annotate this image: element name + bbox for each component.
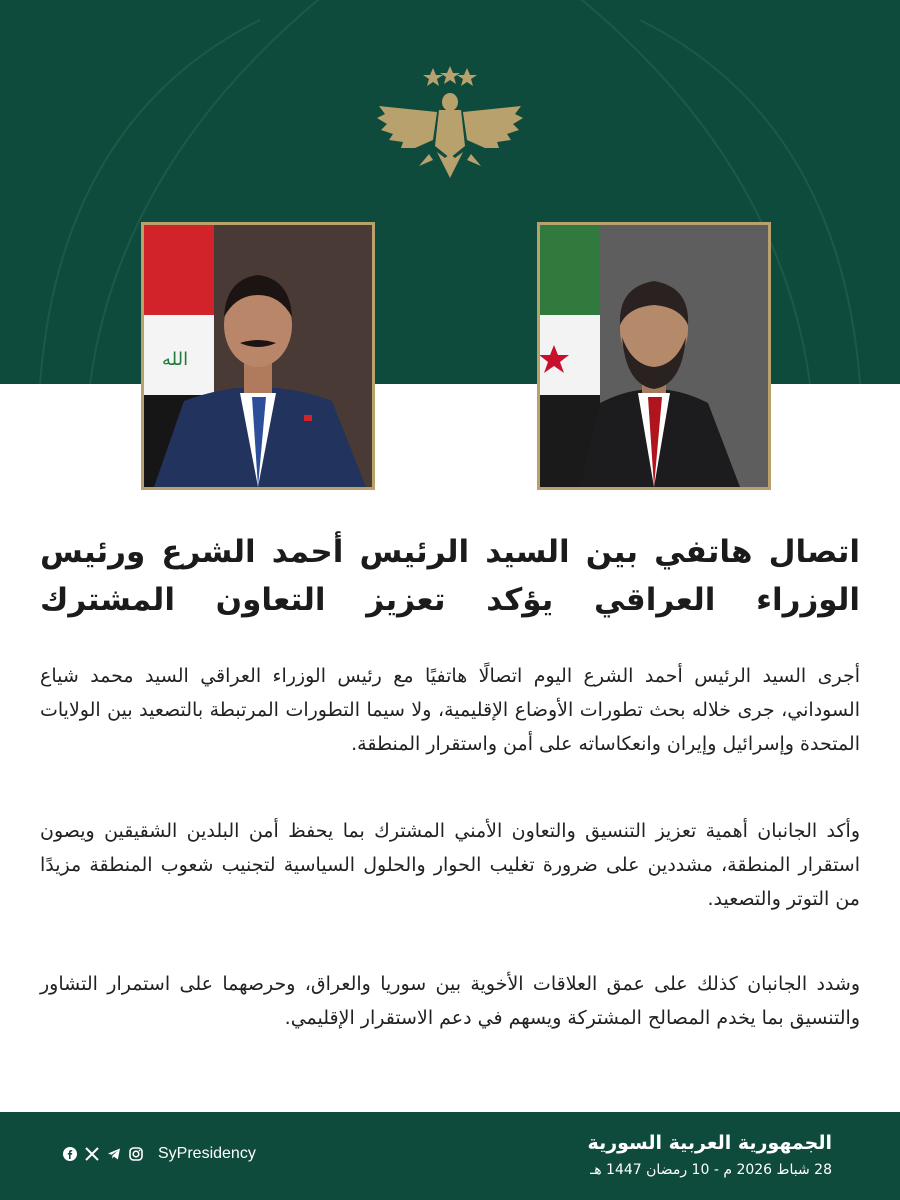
headline-line-2: الوزراء العراقي يؤكد تعزيز التعاون المشترك (40, 582, 860, 618)
social-links (62, 1142, 256, 1166)
photo-iraqi-prime-minister (141, 222, 375, 490)
headline-line-1: اتصال هاتفي بين السيد الرئيس أحمد الشرع ورئيس (40, 534, 860, 570)
paragraph-2: وأكد الجانبان أهمية تعزيز التنسيق والتعاون الأمني المشترك بما يحفظ أمن البلدين الشقيقين ويصون استقرار المنطقة، مشددين على ضرورة تغليب الحوار والحلول السياسية لتجنيب شعوب المنطقة مزيدًا من التوتر والتصعيد. (40, 820, 860, 910)
paragraph-3: وشدد الجانبان كذلك على عمق العلاقات الأخوية بين سوريا والعراق، وحرصهما على استمرار التشاور والتنسيق بما يخدم المصالح المشتركة ويسهم في دعم الاستقرار الإقليمي. (40, 973, 860, 1029)
svg-text:الله: الله (162, 349, 189, 370)
paragraph-1: أجرى السيد الرئيس أحمد الشرع اليوم اتصالًا هاتفيًا مع رئيس الوزراء العراقي السيد محمد شياع السوداني، جرى خلاله بحث تطورات الأوضاع الإقليمية، ولا سيما التطورات المرتبطة بالتصعيد بين الولايات المتحدة وإسرائيل وإيران وانعكاساته على أمن واستقرار المنطقة. (40, 665, 860, 755)
headline (40, 528, 860, 624)
telegram-icon[interactable] (106, 1146, 122, 1162)
footer-date: 28 شباط 2026 م - 10 رمضان 1447 هـ (590, 1162, 832, 1178)
instagram-icon[interactable] (128, 1146, 144, 1162)
footer-title: الجمهورية العربية السورية (587, 1132, 832, 1154)
social-handle[interactable]: SyPresidency (158, 1145, 256, 1162)
facebook-icon[interactable] (62, 1146, 78, 1162)
x-icon[interactable] (84, 1146, 100, 1162)
footer (0, 1112, 900, 1200)
photo-syrian-president (537, 222, 771, 490)
eagle-emblem-icon (375, 66, 525, 181)
